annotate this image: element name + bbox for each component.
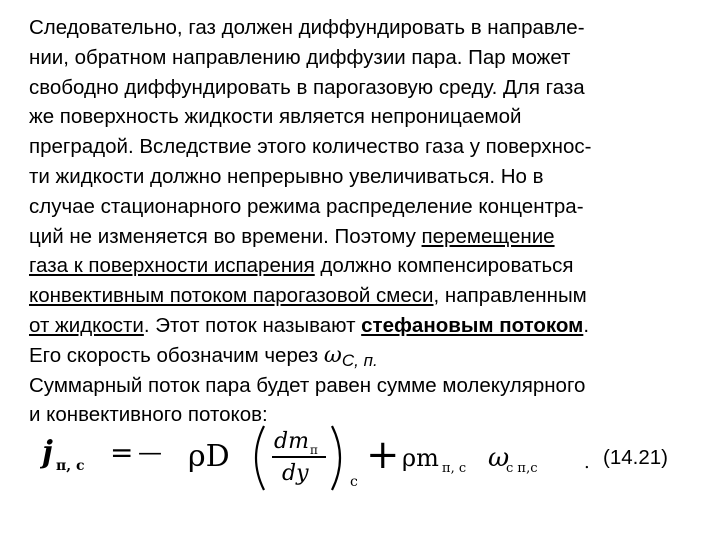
text-line-7: случае стационарного режима распределение концентра-: [29, 194, 584, 218]
text-line-10-rest: , направленным: [433, 284, 587, 308]
text-line-5: преградой. Вследствие этого количество газа у поверхнос-: [29, 135, 592, 159]
formula-plus: +: [366, 432, 400, 478]
formula-numerator-sub: п: [310, 443, 318, 457]
text-line-9-rest: должно компенсироваться: [314, 254, 574, 278]
text-line-4: же поверхность жидкости является непроницаемой: [29, 105, 522, 129]
text-line-11-end: .: [583, 313, 590, 337]
text-line-2: нии, обратном направлению диффузии пара. Пар может: [29, 45, 571, 69]
underlined-term-3: конвективным потоком парогазовой смеси: [29, 284, 434, 308]
underlined-term-1: перемещение: [421, 224, 555, 248]
omega-subscript: С, п.: [341, 350, 378, 370]
text-line-8: [29, 222, 699, 252]
equation-svg: [40, 418, 600, 498]
text-line-8-start: ций не изменяется во времени. Поэтому: [29, 224, 422, 248]
formula-numerator: dm: [274, 429, 309, 454]
formula-lhs-subscript: п, с: [56, 458, 85, 474]
text-line-14: и конвективного потоков:: [29, 403, 268, 427]
body-text: [29, 13, 699, 430]
formula-denominator: dy: [282, 461, 309, 486]
text-line-10: [29, 281, 699, 311]
formula-left-paren: [256, 426, 264, 490]
text-line-1: Следовательно, газ должен диффундировать в направле-: [29, 16, 585, 39]
text-line-11: [29, 311, 699, 341]
text-line-12-start: Его скорость обозначим через: [29, 343, 324, 367]
underlined-term-2: газа к поверхности испарения: [29, 254, 315, 278]
formula-rho-m: ρm: [402, 444, 439, 472]
text-line-12: [29, 341, 699, 371]
formula-equals: =: [110, 436, 134, 469]
text-line-11-mid: . Этот поток называют: [143, 313, 362, 337]
formula-omega-sub: c п,с: [506, 461, 538, 476]
text-line-3: свободно диффундировать в парогазовую среду. Для газа: [29, 75, 585, 99]
underlined-term-4: от жидкости: [29, 313, 144, 337]
text-line-9: [29, 251, 699, 281]
formula-right-paren: [332, 426, 340, 490]
equation-14-21: [40, 418, 600, 498]
formula-minus: —: [138, 438, 162, 466]
bold-term: стефановым потоком: [361, 313, 584, 337]
equation-number: (14.21): [603, 446, 668, 469]
formula-dot: .: [584, 452, 590, 473]
text-line-13: Суммарный поток пара будет равен сумме молекулярного: [29, 373, 586, 397]
formula-paren-sub: c: [350, 474, 358, 490]
formula-rho-d: ρD: [188, 439, 230, 474]
omega-symbol: ω: [323, 342, 342, 368]
formula-omega: ω: [488, 443, 510, 473]
formula-rho-m-sub: п, с: [442, 461, 467, 476]
formula-lhs-symbol: j: [42, 435, 53, 470]
text-line-6: ти жидкости должно непрерывно увеличиваться. Но в: [29, 164, 544, 188]
